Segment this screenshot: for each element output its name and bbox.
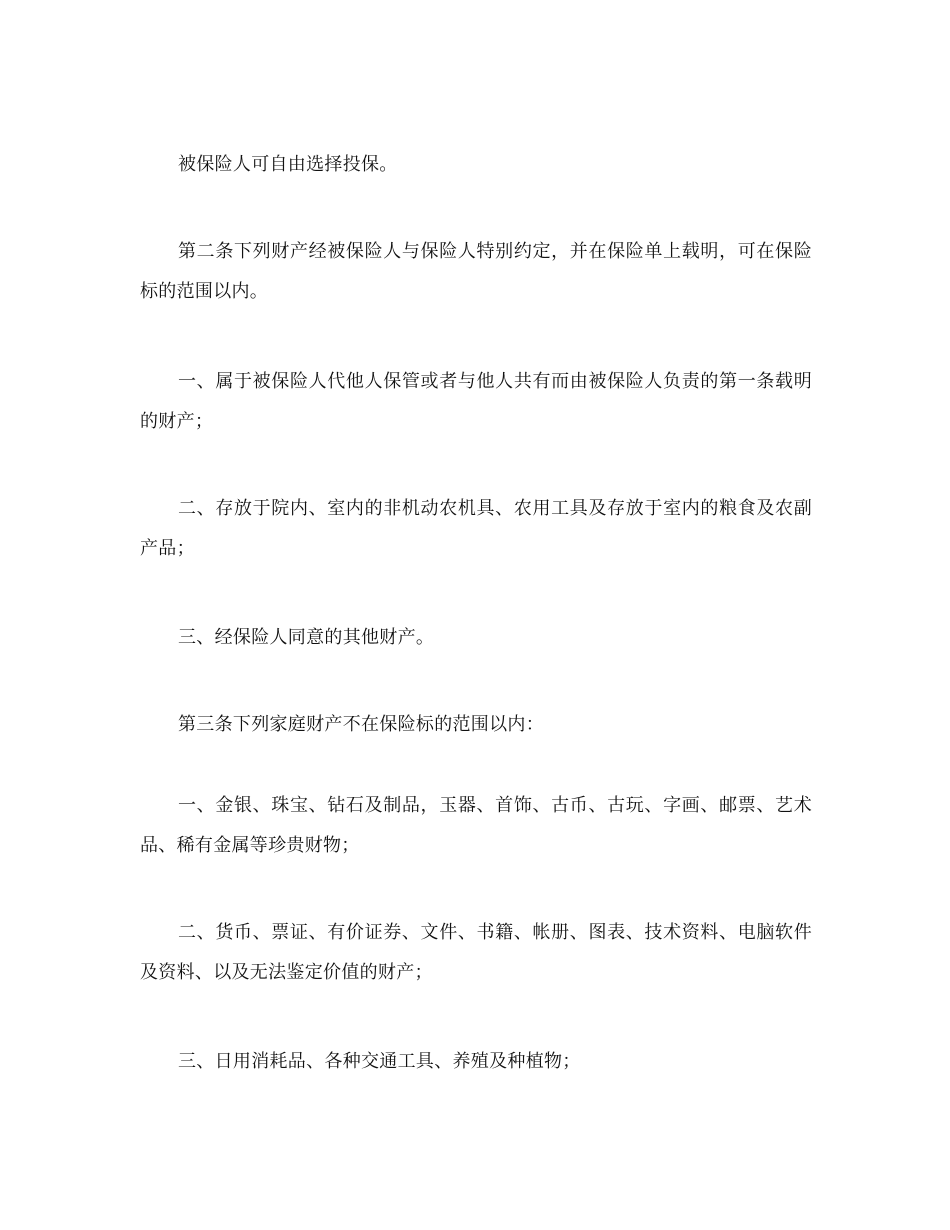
paragraph-4: 二、存放于院内、室内的非机动农机具、农用工具及存放于室内的粮食及农副产品； xyxy=(140,498,812,559)
paragraph-9: 三、日用消耗品、各种交通工具、养殖及种植物； xyxy=(178,1051,581,1072)
paragraph-8: 二、货币、票证、有价证券、文件、书籍、帐册、图表、技术资料、电脑软件及资料、以及无法鉴定价值的财产； xyxy=(140,922,812,983)
paragraph-1: 被保险人可自由选择投保。 xyxy=(178,154,398,175)
paragraph-6: 第三条下列家庭财产不在保险标的范围以内： xyxy=(178,714,544,735)
paragraph-3: 一、属于被保险人代他人保管或者与他人共有而由被保险人负责的第一条载明的财产； xyxy=(140,371,812,432)
paragraph-2: 第二条下列财产经被保险人与保险人特别约定，并在保险单上载明，可在保险标的范围以内。 xyxy=(140,241,812,302)
paragraph-5: 三、经保险人同意的其他财产。 xyxy=(178,627,435,648)
paragraph-7: 一、金银、珠宝、钻石及制品，玉器、首饰、古币、古玩、字画、邮票、艺术品、稀有金属等珍贵财物； xyxy=(140,795,812,856)
